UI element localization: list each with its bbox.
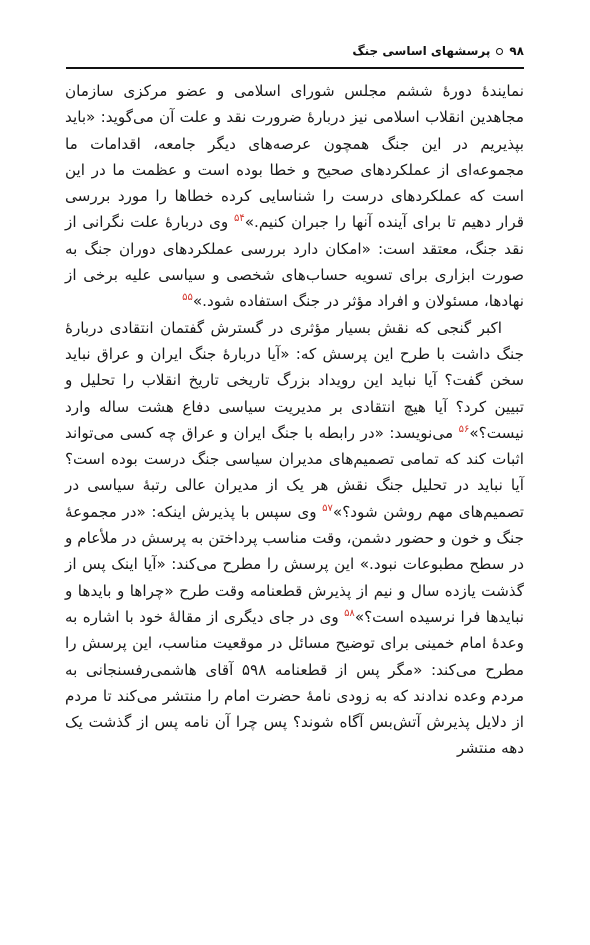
- text-run: اکبر گنجی که نقش بسیار مؤثری در گسترش گفتمان انتقادی دربارهٔ جنگ داشت با طرح این پرسش که: «آیا دربارهٔ جنگ ایران و عراق نباید سخن گفت؟ آیا نباید این رویداد بزرگ تاریخی تاریخ انقلاب را تحلیل و تبیین کرد؟ آیا هیچ انتقادی بر مدیریت سیاسی دفاع هشت ساله وارد نیست؟»: [65, 318, 524, 442]
- text-run: نمایندهٔ دورهٔ ششم مجلس شورای اسلامی و عضو مرکزی سازمان مجاهدین انقلاب اسلامی نیز دربارهٔ ضرورت نقد و علت آن می‌گوید: «باید بپذیریم در این جنگ همچون عرصه‌های دیگر جامعه، اقدامات ما مجموعه‌ای از عملکردهای صحیح و خطا بوده است و عظمت ما در این است که عملکردهای درست را شناسایی کرده خطاها را مورد بررسی قرار دهیم تا برای آینده آنها را جبران کنیم.»: [65, 82, 524, 232]
- paragraph: [65, 78, 524, 315]
- text-run: وی سپس با پذیرش اینکه: «در مجموعهٔ جنگ و خون و حضور دشمن، وقت مناسب پرداختن به پرسش در ملأعام و در سطح مطبوعات نبود.» این پرسش را مطرح می‌کند: «آیا اینک پس از گذشت یازده سال و نیم از پذیرش قطعنامه وقت طرح «چراها و بایدها و نبایدها فرا نرسیده است؟»: [65, 502, 525, 626]
- text-run: وی در جای دیگری از مقالهٔ خود با اشاره به وعدهٔ امام خمینی برای توضیح مسائل در موقعیت مناسب، این پرسش را مطرح می‌کند: «مگر پس از قطعنامه ۵۹۸ آقای هاشمی‌رفسنجانی به مردم وعده ندادند که به زودی نامهٔ حضرت امام را منتشر می‌کند تا مردم از دلایل پذیرش آتش‌بس آگاه شوند؟ پس چرا آن نامه پس از گذشت یک دهه منتشر: [65, 607, 524, 758]
- footnote-marker[interactable]: ۵۷: [322, 502, 333, 514]
- body-text: [65, 78, 524, 762]
- paragraph: [65, 315, 524, 762]
- running-header: [66, 42, 524, 60]
- text-run: می‌نویسد: «در رابطه با جنگ ایران و عراق چه کسی می‌تواند اثبات کند که تمامی تصمیم‌های مدیران سیاسی جنگ درست بوده است؟ آیا نباید در تحلیل جنگ نقش هر یک از مدیران عالی رتبهٔ سیاسی در تصمیم‌های مهم روشن شود؟»: [65, 423, 524, 521]
- running-title: پرسشهای اساسی جنگ: [352, 44, 491, 58]
- circle-bullet-icon: [496, 48, 503, 55]
- page-number: ۹۸: [509, 44, 524, 58]
- text-run: وی دربارهٔ علت نگرانی از نقد جنگ، معتقد است: «امکان دارد بررسی عملکردهای دوران جنگ به صورت ابزاری برای تسویه حساب‌های شخصی و سیاسی علیه برخی از نهادها، مسئولان و افراد مؤثر در جنگ استفاده شود.»: [65, 213, 524, 311]
- footnote-marker[interactable]: ۵۶: [458, 423, 470, 435]
- header-rule: [66, 67, 524, 69]
- footnote-marker[interactable]: ۵۴: [233, 213, 245, 225]
- footnote-marker[interactable]: ۵۸: [344, 607, 355, 619]
- footnote-marker[interactable]: ۵۵: [182, 292, 193, 304]
